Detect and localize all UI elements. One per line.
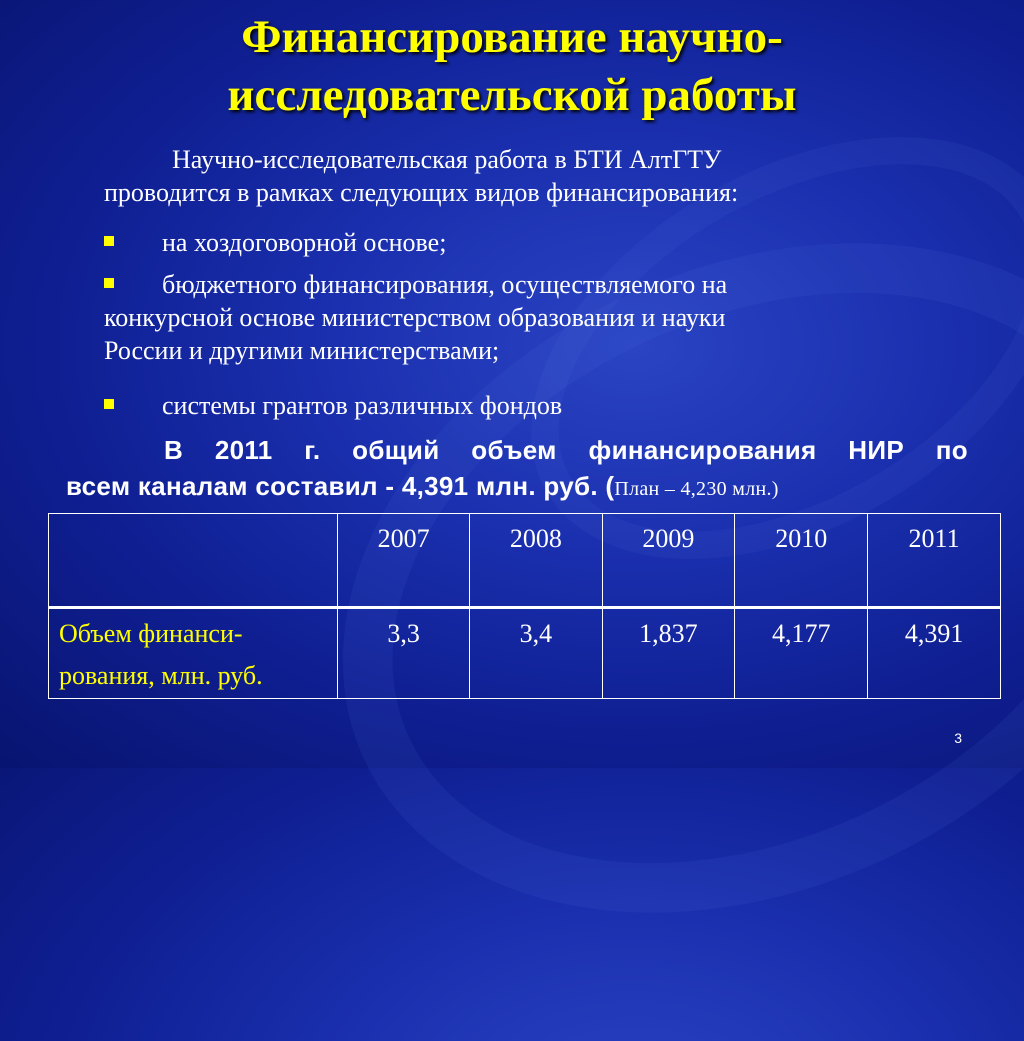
value-cell: 3,3 xyxy=(337,608,469,699)
intro-line-2: проводится в рамках следующих видов финансирования: xyxy=(104,178,739,207)
summary-close-paren: ) xyxy=(771,478,779,500)
intro-line-1: Научно-исследовательская работа в БТИ АлтГТУ xyxy=(172,145,722,174)
funding-table xyxy=(48,513,1001,699)
title-line-2: исследовательской работы xyxy=(227,69,797,121)
row-label-line-2: рования, млн. руб. xyxy=(59,661,263,690)
slide-title xyxy=(0,8,1024,124)
bullet-text: системы грантов различных фондов xyxy=(162,391,563,420)
header-year-cell: 2010 xyxy=(735,514,868,608)
page-number: 3 xyxy=(954,730,962,746)
value-cell: 1,837 xyxy=(602,608,735,699)
bullet-text-cont-1: конкурсной основе министерством образования и науки xyxy=(104,303,726,332)
header-year-cell: 2008 xyxy=(470,514,602,608)
bullet-item-contract xyxy=(104,226,924,259)
value-cell: 4,177 xyxy=(735,608,868,699)
row-label-cell xyxy=(49,608,338,699)
bullet-text: бюджетного финансирования, осуществляемого на xyxy=(162,270,728,299)
bullet-item-budget xyxy=(104,268,924,367)
square-bullet-icon xyxy=(104,236,114,246)
header-year-cell: 2011 xyxy=(868,514,1001,608)
value-cell: 3,4 xyxy=(470,608,602,699)
header-empty-cell xyxy=(49,514,338,608)
summary-paragraph xyxy=(66,432,968,507)
summary-line-1: В 2011 г. общий объем финансирования НИР по xyxy=(164,435,968,465)
title-line-1: Финансирование научно- xyxy=(241,11,783,63)
summary-line-2: всем каналам составил - 4,391 млн. руб. ( xyxy=(66,471,615,501)
square-bullet-icon xyxy=(104,278,114,288)
value-cell: 4,391 xyxy=(868,608,1001,699)
intro-paragraph xyxy=(104,143,924,209)
header-year-cell: 2007 xyxy=(337,514,469,608)
header-year-cell: 2009 xyxy=(602,514,735,608)
table-header-row xyxy=(49,514,1001,608)
table-row xyxy=(49,608,1001,699)
summary-plan: План – 4,230 млн. xyxy=(614,478,772,500)
square-bullet-icon xyxy=(104,399,114,409)
bullet-text-cont-2: России и другими министерствами; xyxy=(104,336,500,365)
row-label-line-1: Объем финанси- xyxy=(59,619,243,648)
bullet-item-grants xyxy=(104,389,924,422)
bullet-text: на хоздоговорной основе; xyxy=(162,228,447,257)
